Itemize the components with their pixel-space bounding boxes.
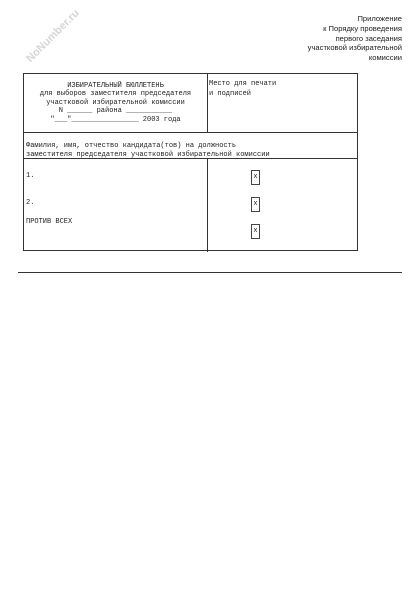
against-all-option: ПРОТИВ ВСЕХ xyxy=(26,218,73,226)
appendix-line: комиссии xyxy=(368,53,402,63)
ballot-district-line: N ______ района ___________ xyxy=(58,107,173,116)
candidates-header-line: Фамилия, имя, отчество кандидата(тов) на должность xyxy=(26,142,237,150)
column-divider xyxy=(207,158,208,252)
stamp-label: Место для печати xyxy=(209,80,277,88)
appendix-note xyxy=(308,14,402,63)
column-divider xyxy=(207,74,208,132)
candidates-header-line: заместителя председателя участковой избирательной комиссии xyxy=(26,151,270,159)
ballot-subtitle-line: участковой избирательной комиссии xyxy=(46,98,185,107)
appendix-line: первого заседания xyxy=(335,33,402,43)
candidate-option-2: 2. xyxy=(26,199,35,207)
ballot-title: ИЗБИРАТЕЛЬНЫЙ БЮЛЛЕТЕНЬ xyxy=(67,82,164,90)
ballot-header-row xyxy=(24,74,357,133)
ballot-subtitle-line: для выборов заместителя председателя xyxy=(39,90,192,99)
stamp-label: и подписей xyxy=(209,89,252,98)
stamp-area xyxy=(209,80,276,99)
ballot-date-line: "___"________________ 2003 года xyxy=(50,115,181,124)
ballot-form xyxy=(23,73,358,251)
watermark: NoNumber.ru xyxy=(24,7,82,65)
separator-line xyxy=(18,272,402,273)
vote-checkbox-2[interactable]: x xyxy=(251,197,260,212)
ballot-title-block xyxy=(24,82,207,124)
vote-checkbox-against-all[interactable]: x xyxy=(251,224,260,239)
candidates-header-row xyxy=(24,132,357,159)
appendix-line: Приложение xyxy=(357,14,402,23)
appendix-line: к Порядку проведения xyxy=(323,23,402,33)
candidate-option-1: 1. xyxy=(26,172,35,180)
vote-checkbox-1[interactable]: x xyxy=(251,170,260,185)
candidates-header xyxy=(26,142,270,160)
appendix-line: участковой избирательной xyxy=(307,43,402,53)
